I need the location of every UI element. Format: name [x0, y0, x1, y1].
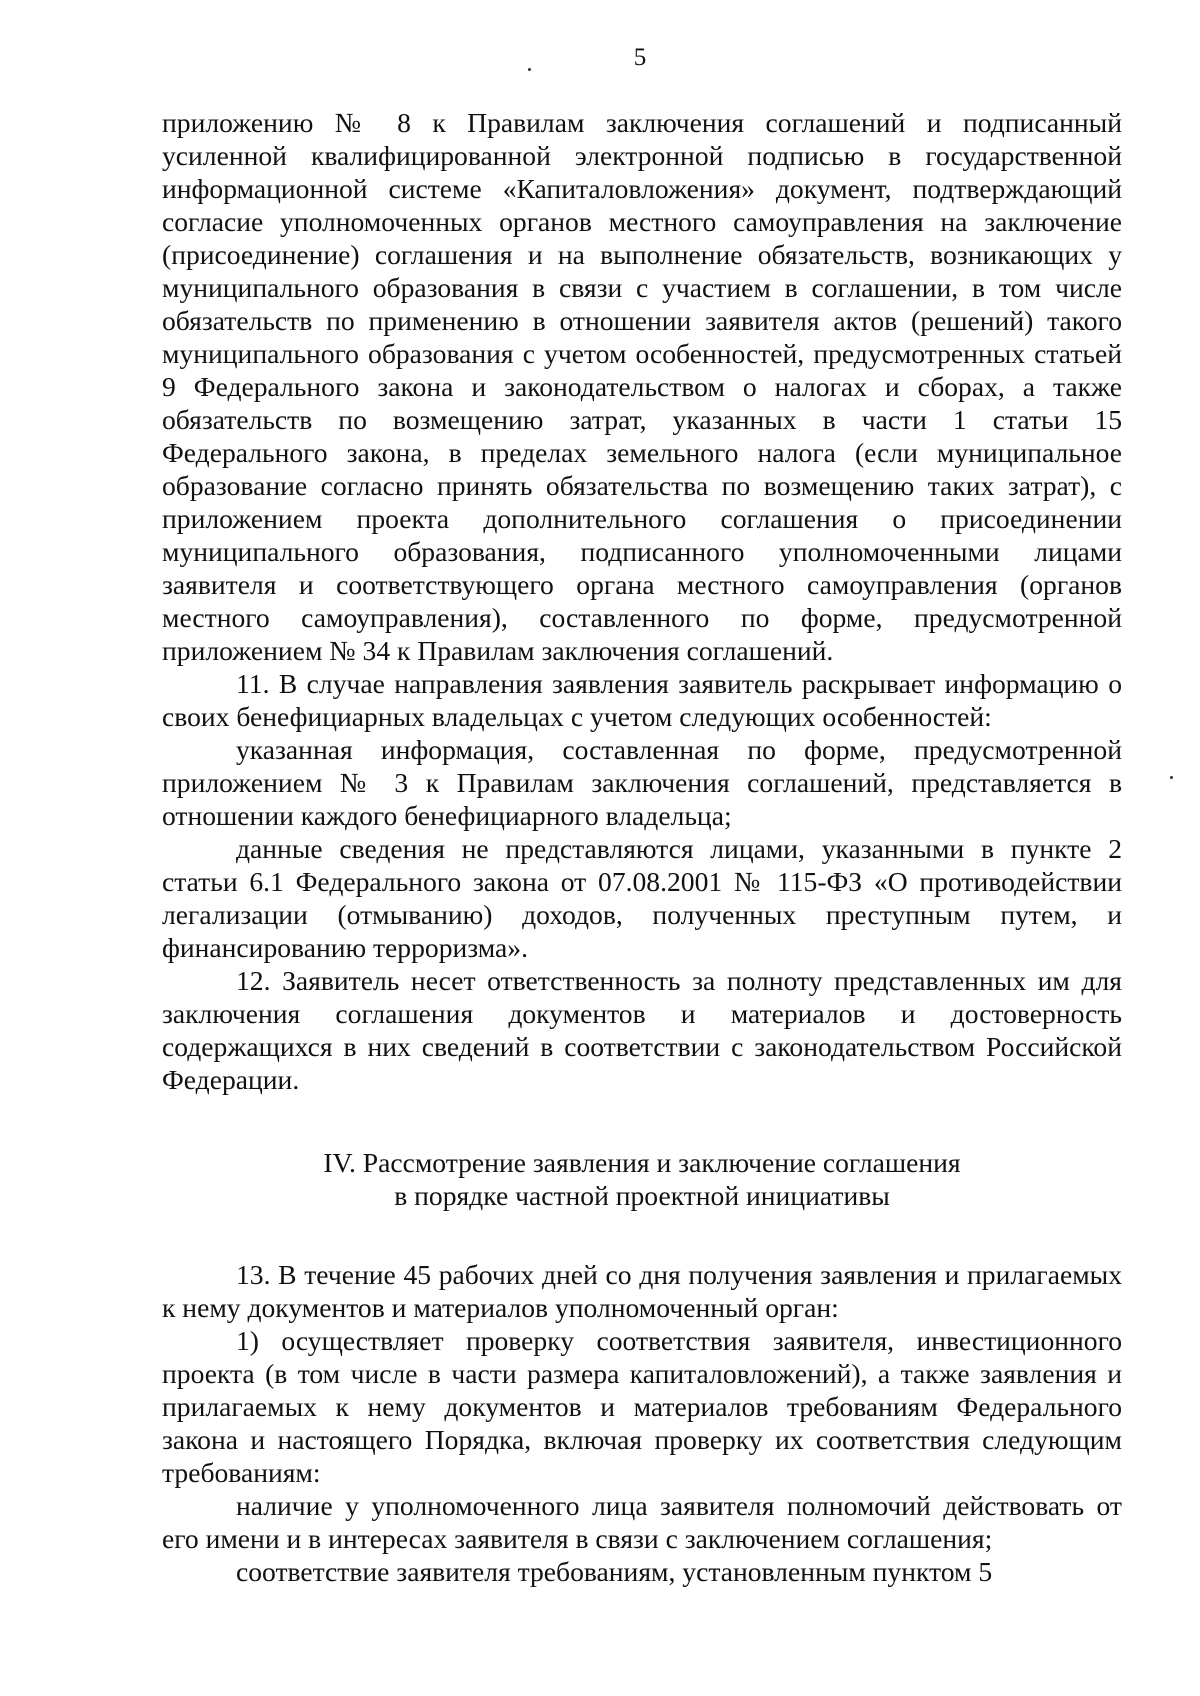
- paragraph-beneficiary-form: указанная информация, составленная по форме, предусмотренной приложением № 3 к Правилам заключения соглашений, представляется в отношении каждого бенефициарного владельца;: [162, 734, 1122, 831]
- paragraph-continuation: приложению № 8 к Правилам заключения соглашений и подписанный усиленной квалифицированной электронной подписью в государственной информационной системе «Капиталовложения» документ, подтверждающий согласие уполномоченных органов местного самоуправления на заключение (присоединение) соглашения и на выполнение обязательств, возникающих у муниципального образования в связи с участием в соглашении, в том числе обязательств по применению в отношении заявителя актов (решений) такого муниципального образования с учетом особенностей, предусмотренных статьей 9 Федерального закона и законодательством о налогах и сборах, а также обязательств по возмещению затрат, указанных в части 1 статьи 15 Федерального закона, в пределах земельного налога (если муниципальное образование согласно принять обязательства по возмещению таких затрат), с приложением проекта дополнительного соглашения о присоединении муниципального образования, подписанного уполномоченными лицами заявителя и соответствующего органа местного самоуправления (органов местного самоуправления), составленного по форме, предусмотренной приложением № 34 к Правилам заключения соглашений.: [162, 107, 1122, 666]
- page-number: 5: [633, 44, 647, 71]
- section-heading-line-2: в порядке частной проектной инициативы: [394, 1180, 890, 1211]
- section-heading-line-1: IV. Рассмотрение заявления и заключение соглашения: [323, 1147, 961, 1178]
- paragraph-authority-requirement: наличие у уполномоченного лица заявителя полномочий действовать от его имени и в интересах заявителя в связи с заключением соглашения;: [162, 1490, 1122, 1554]
- scan-artifact-dot: [528, 68, 531, 71]
- document-body: [162, 106, 1122, 1588]
- paragraph-item-13: 13. В течение 45 рабочих дней со дня получения заявления и прилагаемых к нему документов и материалов уполномоченный орган:: [162, 1259, 1122, 1323]
- paragraph-applicant-requirement: соответствие заявителя требованиям, установленным пунктом 5: [236, 1556, 993, 1587]
- section-heading: [162, 1146, 1122, 1212]
- paragraph-item-11: 11. В случае направления заявления заявитель раскрывает информацию о своих бенефициарных владельцах с учетом следующих особенностей:: [162, 668, 1122, 732]
- paragraph-item-12: 12. Заявитель несет ответственность за полноту представленных им для заключения соглашения документов и материалов и достоверность содержащихся в них сведений в соответствии с законодательством Российской Федерации.: [162, 965, 1122, 1095]
- scan-artifact-dot: [1170, 776, 1173, 779]
- paragraph-subitem-1: 1) осуществляет проверку соответствия заявителя, инвестиционного проекта (в том числе в части размера капиталовложений), а также заявления и прилагаемых к нему документов и материалов требованиям Федерального закона и настоящего Порядка, включая проверку их соответствия следующим требованиям:: [162, 1325, 1122, 1488]
- paragraph-group-bottom: [162, 1258, 1122, 1588]
- paragraph-group-top: [162, 106, 1122, 1096]
- paragraph-beneficiary-exemption: данные сведения не представляются лицами, указанными в пункте 2 статьи 6.1 Федерального закона от 07.08.2001 № 115-ФЗ «О противодействии легализации (отмыванию) доходов, полученных преступным путем, и финансированию терроризма».: [162, 833, 1122, 963]
